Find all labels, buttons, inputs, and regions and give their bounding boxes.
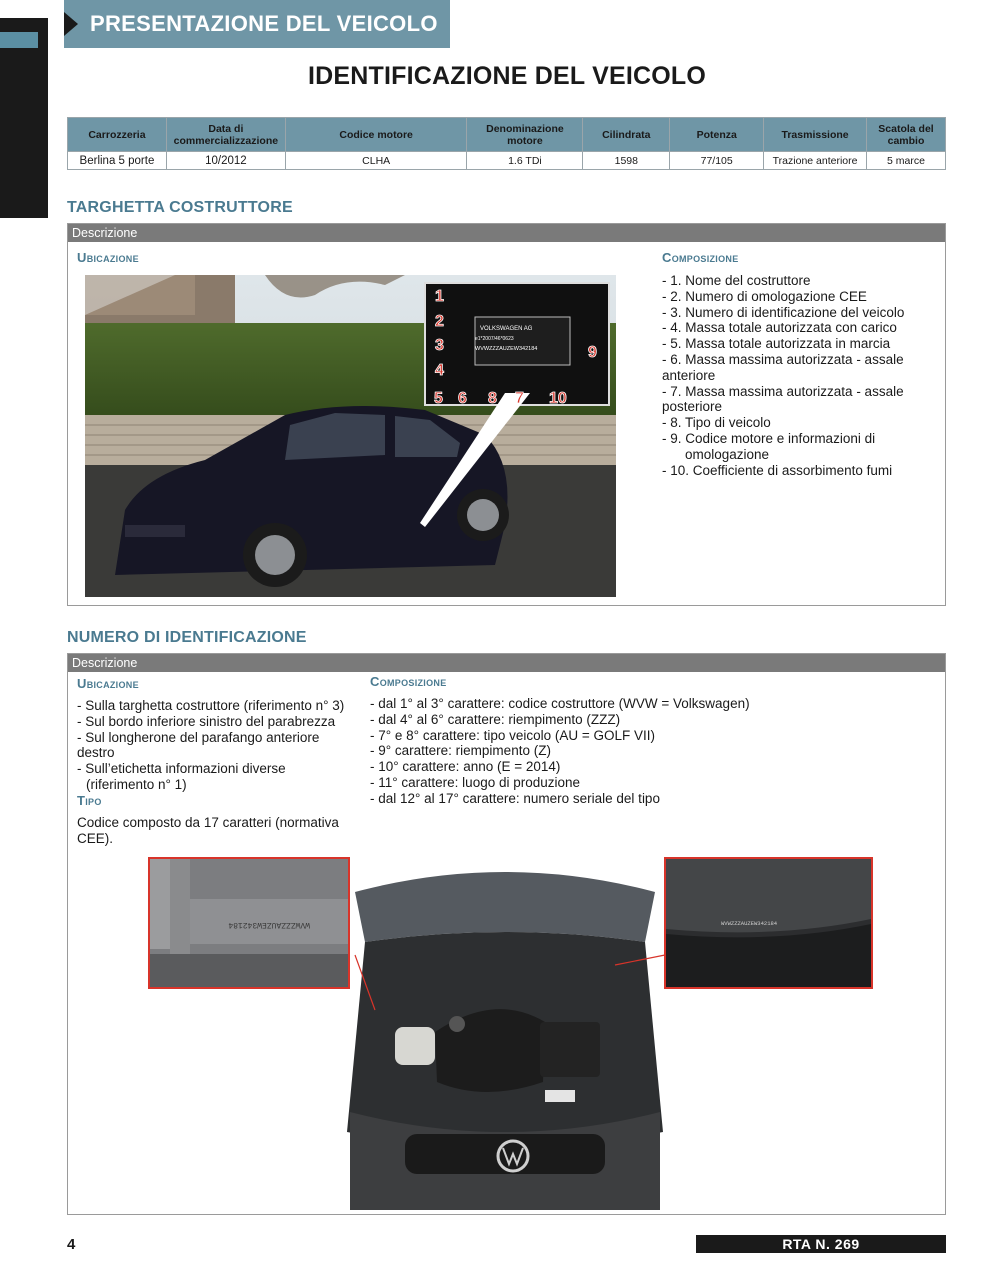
plate-callout: 1 [435, 288, 444, 305]
vin-stamp: WVWZZZAUZEW342184 [228, 920, 310, 929]
specs-header-cell: Trasmissione [764, 118, 867, 152]
box-head-descrizione: Descrizione [68, 654, 945, 672]
list-item: - Sul longherone del parafango anteriore destro [77, 729, 320, 761]
list-item: - 10. Coefficiente di assorbimento fumi [662, 462, 893, 478]
plate-approval: e1*2007/46*0623 [475, 336, 514, 342]
list-item: - 3. Numero di identificazione del veicolo [662, 304, 905, 320]
list-item: - Sull’etichetta informazioni diverse (riferimento n° 1) [77, 761, 286, 792]
list-item: - Sul bordo inferiore sinistro del parabrezza [77, 713, 336, 729]
list-item: - Sulla targhetta costruttore (riferimento n° 3) [77, 698, 345, 713]
plate-callout: 2 [435, 313, 444, 330]
list-item: - 7. Massa massima autorizzata - assale posteriore [662, 383, 904, 415]
car-photo [85, 275, 616, 597]
list-item: - dal 12° al 17° carattere: numero seriale del tipo [370, 790, 660, 806]
list-item: - 4. Massa totale autorizzata con carico [662, 320, 897, 336]
windscreen-vin-photo [664, 857, 873, 989]
section-header-title: PRESENTAZIONE DEL VEICOLO [90, 11, 438, 36]
specs-cell: 5 marce [867, 152, 946, 170]
plate-callout: 7 [515, 390, 524, 407]
arrow-right-icon [64, 12, 78, 36]
section-header-tab [64, 0, 450, 48]
composizione-title: Composizione [662, 250, 739, 265]
tipo-text: Codice composto da 17 caratteri (normativa CEE). [77, 815, 339, 846]
list-item: - 9. Codice motore e informazioni di omologazione [662, 430, 876, 462]
ubicazione-list [77, 698, 357, 793]
plate-callout: 5 [434, 390, 443, 407]
specs-header-row [68, 118, 946, 152]
specs-header-cell: Scatola del cambio [867, 118, 946, 152]
list-item: - 6. Massa massima autorizzata - assale anteriore [662, 351, 904, 383]
specs-cell: 77/105 [670, 152, 764, 170]
specs-cell: Berlina 5 porte [68, 152, 167, 170]
specs-cell: Trazione anteriore [764, 152, 867, 170]
list-item: - 5. Massa totale autorizzata in marcia [662, 336, 891, 352]
plate-callout: 9 [588, 344, 597, 361]
vin-label: WVWZZZAUZEW342184 [721, 920, 778, 927]
engine-bay-photo [345, 862, 665, 1210]
ubicazione-title: Ubicazione [77, 676, 139, 691]
list-item: - 7° e 8° carattere: tipo veicolo (AU = GOLF VII) [370, 727, 656, 743]
list-item: - 11° carattere: luogo di produzione [370, 774, 581, 790]
list-item: - 1. Nome del costruttore [662, 273, 811, 288]
tipo-title: Tipo [77, 793, 102, 808]
plate-brand: VOLKSWAGEN AG [480, 326, 533, 332]
section-title-numero: NUMERO DI IDENTIFICAZIONE [67, 629, 307, 646]
specs-cell: 1598 [583, 152, 670, 170]
composizione-list [370, 696, 770, 807]
specs-header-cell: Potenza [670, 118, 764, 152]
specs-table [67, 117, 946, 170]
callout-lines [345, 950, 675, 1020]
page-number: 4 [67, 1236, 76, 1253]
list-item: - dal 1° al 3° carattere: codice costruttore (WVW = Volkswagen) [370, 696, 750, 711]
composizione-list [662, 273, 917, 478]
specs-cell: CLHA [285, 152, 467, 170]
list-item: - 2. Numero di omologazione CEE [662, 288, 867, 304]
list-item: - 9° carattere: riempimento (Z) [370, 743, 551, 759]
specs-cell: 1.6 TDi [467, 152, 583, 170]
car-illustration [85, 275, 616, 597]
box-head-descrizione: Descrizione [68, 224, 945, 242]
left-edge-accent [0, 32, 38, 48]
specs-header-cell: Cilindrata [583, 118, 670, 152]
table-row [68, 152, 946, 170]
plate-callout: 6 [458, 390, 467, 407]
plate-callout: 8 [488, 390, 497, 407]
specs-cell: 10/2012 [166, 152, 285, 170]
page-title: IDENTIFICAZIONE DEL VEICOLO [307, 62, 706, 90]
plate-callout: 3 [435, 337, 444, 354]
ubicazione-title: Ubicazione [77, 250, 139, 265]
list-item: - 10° carattere: anno (E = 2014) [370, 759, 561, 775]
plate-callout: 4 [435, 362, 444, 379]
specs-header-cell: Carrozzeria [68, 118, 167, 152]
composizione-title: Composizione [370, 674, 447, 689]
list-item: - dal 4° al 6° carattere: riempimento (ZZZ) [370, 711, 621, 727]
plate-vin: WVWZZZAUZEW342184 [475, 346, 538, 352]
engine-bay-illustration [345, 862, 665, 1210]
list-item: - 8. Tipo di veicolo [662, 415, 771, 431]
magazine-label: RTA N. 269 [696, 1235, 946, 1253]
section-title-targhetta: TARGHETTA COSTRUTTORE [67, 199, 293, 216]
specs-header-cell: Denominazione motore [467, 118, 583, 152]
specs-header-cell: Codice motore [285, 118, 467, 152]
plate-callout: 10 [549, 390, 567, 407]
specs-header-cell: Data di commercializzazione [166, 118, 285, 152]
left-edge-bar [0, 18, 48, 218]
fender-vin-photo [148, 857, 350, 989]
